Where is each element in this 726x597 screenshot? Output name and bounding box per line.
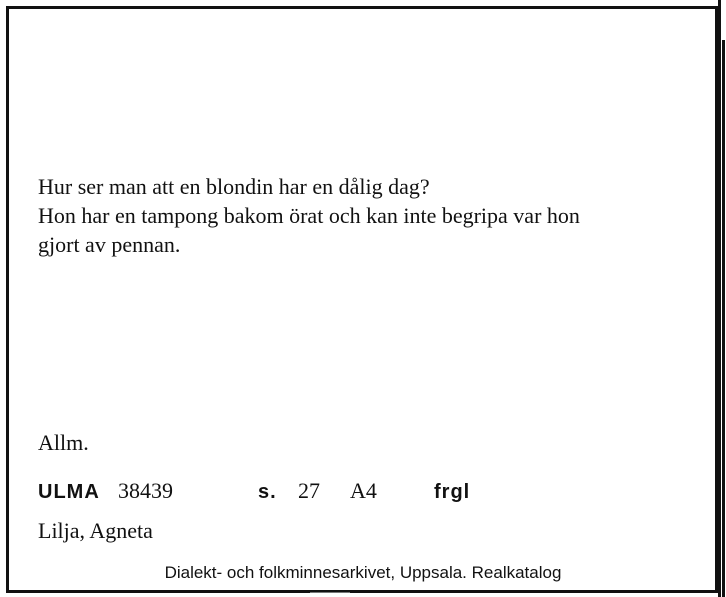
paper-format: A4 [350, 478, 377, 503]
joke-line: gjort av pennan. [38, 232, 181, 257]
scan-artifact [310, 592, 350, 593]
archive-code: ULMA [38, 481, 100, 503]
page-number: 27 [298, 478, 320, 503]
joke-line: Hon har en tampong bakom örat och kan inte begripa var hon [38, 203, 580, 228]
joke-text [38, 172, 688, 259]
joke-line: Hur ser man att en blondin har en dålig dag? [38, 174, 430, 199]
card-edge [718, 0, 721, 597]
archive-footer: Dialekt- och folkminnesarkivet, Uppsala. Realkatalog [164, 563, 562, 582]
author-name: Lilja, Agneta [38, 518, 153, 543]
record-number: 38439 [118, 478, 173, 503]
category-label: Allm. [38, 430, 89, 455]
card-edge-shadow [722, 40, 725, 597]
note-code: frgl [434, 481, 471, 503]
page-prefix: s. [258, 481, 277, 503]
reference-row [38, 478, 678, 508]
